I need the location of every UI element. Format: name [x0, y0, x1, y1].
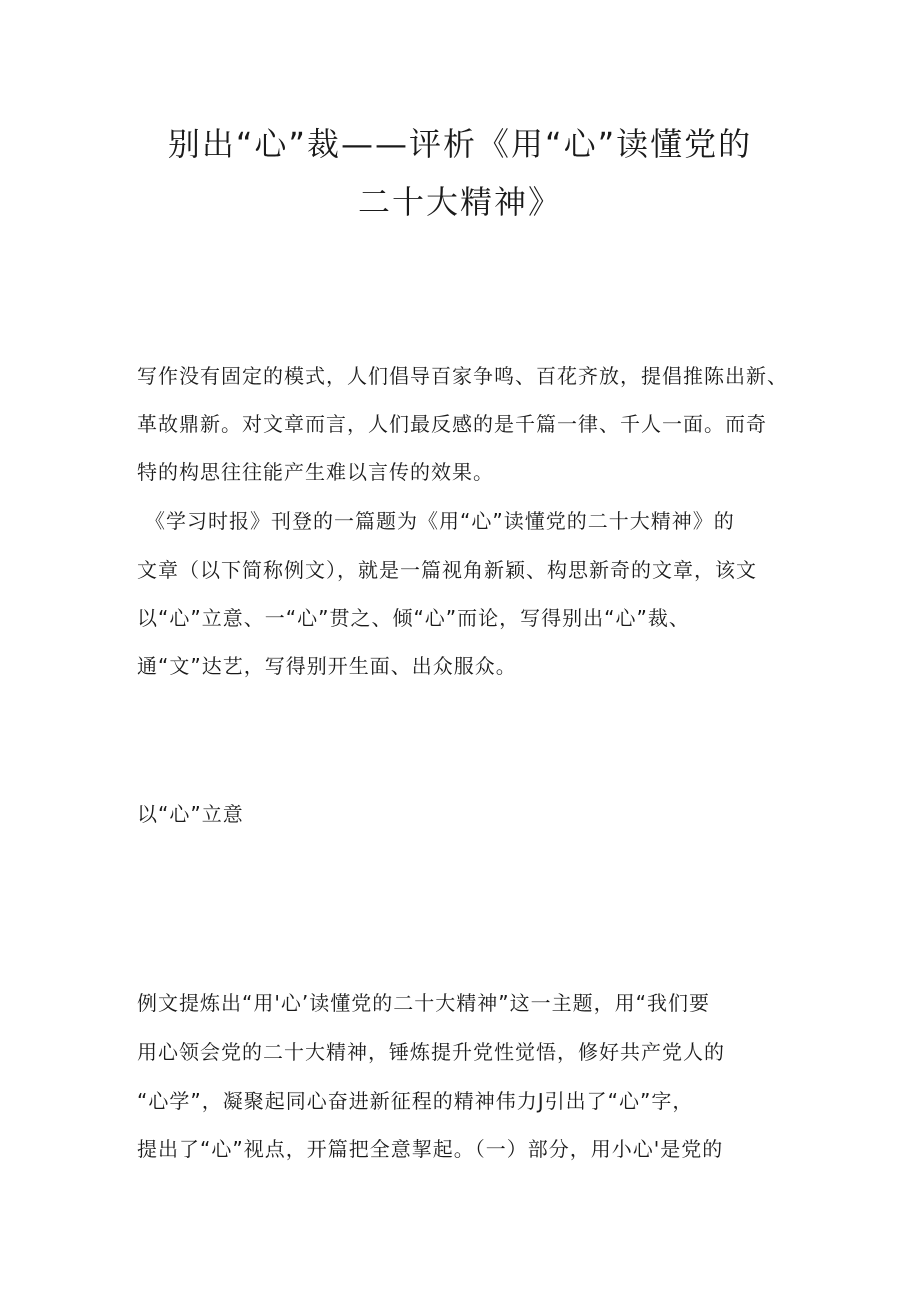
paragraph-line: 通“文”达艺，写得别开生面、出众服众。	[137, 654, 517, 678]
paragraph-line: 例文提炼出“用'心’读懂党的二十大精神”这一主题，用“我们要	[137, 991, 710, 1015]
paragraph-line: 文章（以下简称例文），就是一篇视角新颖、构思新奇的文章，该文	[137, 558, 757, 582]
paragraph-line: 革故鼎新。对文章而言，人们最反感的是千篇一律、千人一面。而奇	[137, 412, 767, 436]
paragraph-line: 写作没有固定的模式，人们倡导百家争鸣、百花齐放，提倡推陈出新、	[137, 364, 788, 388]
paragraph-line: “心学”，凝聚起同心奋进新征程的精神伟力J引出了“心”字，	[137, 1089, 694, 1113]
paragraph-line: 以“心”立意、一“心”贯之、倾“心”而论，写得别出“心”裁、	[137, 606, 690, 630]
paragraph-line: 特的构思往往能产生难以言传的效果。	[137, 460, 494, 484]
paragraph-line: 《学习时报》刊登的一篇题为《用“心”读懂党的二十大精神》的	[145, 509, 735, 533]
section-heading: 以“心”立意	[137, 802, 244, 826]
document-title-line-1: 别出“心”裁——评析《用“心”读懂党的	[167, 125, 753, 163]
paragraph-line: 用心领会党的二十大精神，锤炼提升党性觉悟，修好共产党人的	[137, 1040, 725, 1064]
paragraph-line: 提出了“心”视点，开篇把全意挈起。（一）部分，用小心'是党的	[137, 1137, 724, 1161]
document-title-line-2: 二十大精神》	[357, 183, 562, 221]
